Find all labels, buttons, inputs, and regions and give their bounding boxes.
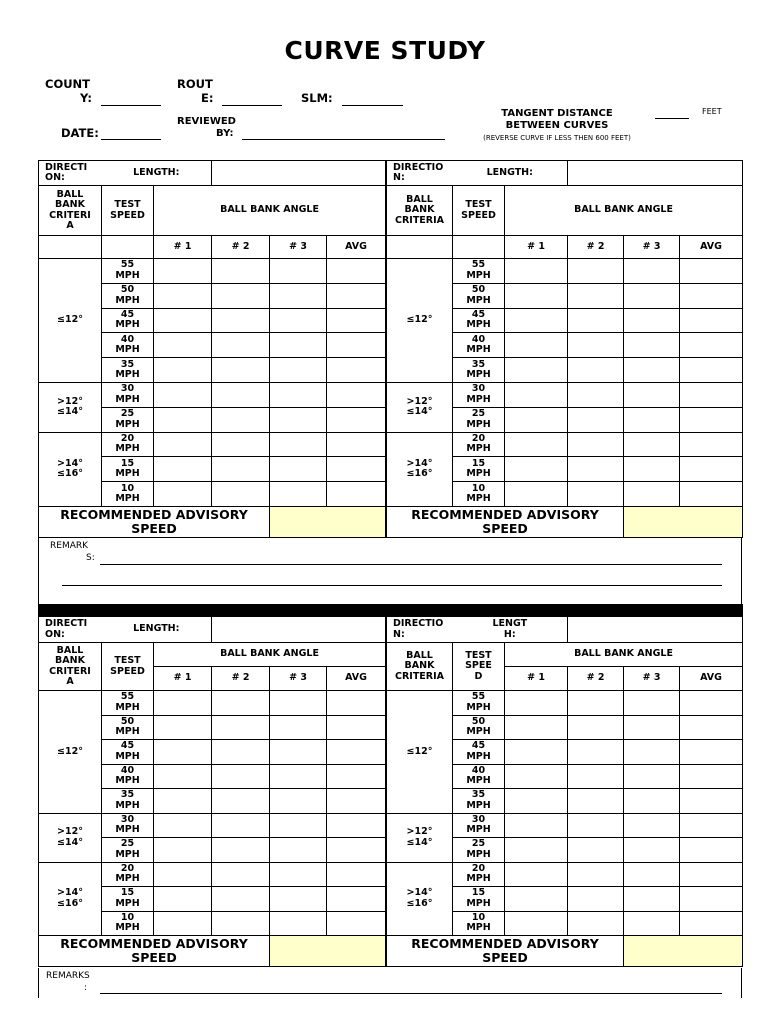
- reading-cell[interactable]: [505, 283, 568, 308]
- reading-cell[interactable]: [505, 691, 568, 716]
- criteria-group-1: ≤12°: [39, 691, 102, 814]
- reading-cell[interactable]: [505, 715, 568, 740]
- reading-cell[interactable]: [154, 862, 212, 887]
- reading-cell[interactable]: [680, 482, 743, 507]
- reading-cell[interactable]: [568, 911, 624, 936]
- reading-cell[interactable]: [680, 358, 743, 383]
- reading-cell[interactable]: [270, 283, 327, 308]
- reading-cell[interactable]: [212, 887, 270, 912]
- remarks-border-left: [38, 537, 39, 605]
- reading-cell[interactable]: [154, 382, 212, 407]
- reading-cell[interactable]: [680, 283, 743, 308]
- blank-cell: [39, 236, 102, 259]
- reading-cell[interactable]: [624, 382, 680, 407]
- reading-cell[interactable]: [327, 862, 386, 887]
- criteria-group-3: >14° ≤16°: [387, 432, 453, 506]
- reading-cell[interactable]: [568, 862, 624, 887]
- reading-cell[interactable]: [505, 482, 568, 507]
- reading-cell[interactable]: [327, 691, 386, 716]
- reading-cell[interactable]: [154, 333, 212, 358]
- reading-cell[interactable]: [212, 911, 270, 936]
- trial-column-header: # 1: [505, 236, 568, 259]
- reading-cell[interactable]: [624, 691, 680, 716]
- reading-cell[interactable]: [154, 259, 212, 284]
- reading-cell[interactable]: [624, 813, 680, 838]
- ball-bank-angle-header: BALL BANK ANGLE: [505, 186, 743, 236]
- trial-column-header: # 3: [270, 236, 327, 259]
- test-speed-cell: 10 MPH: [453, 482, 505, 507]
- trial-column-header: # 3: [624, 667, 680, 691]
- reading-cell[interactable]: [505, 789, 568, 814]
- ball-bank-angle-header: BALL BANK ANGLE: [154, 186, 386, 236]
- reading-cell[interactable]: [624, 482, 680, 507]
- test-speed-cell: 30 MPH: [102, 382, 154, 407]
- test-speed-cell: 10 MPH: [102, 482, 154, 507]
- trial-column-header: # 3: [624, 236, 680, 259]
- reading-cell[interactable]: [624, 283, 680, 308]
- test-speed-cell: 40 MPH: [453, 333, 505, 358]
- reading-cell[interactable]: [270, 862, 327, 887]
- reading-cell[interactable]: [624, 259, 680, 284]
- reading-cell[interactable]: [568, 333, 624, 358]
- test-speed-cell: 55 MPH: [453, 691, 505, 716]
- reading-cell[interactable]: [680, 308, 743, 333]
- reading-cell[interactable]: [212, 813, 270, 838]
- recommended-advisory-speed-field[interactable]: [270, 936, 386, 967]
- ball-bank-criteria-header: BALL BANK CRITERI A: [39, 186, 102, 236]
- reading-cell[interactable]: [154, 358, 212, 383]
- reading-cell[interactable]: [680, 764, 743, 789]
- reading-cell[interactable]: [270, 887, 327, 912]
- reading-cell[interactable]: [568, 407, 624, 432]
- reading-cell[interactable]: [327, 382, 386, 407]
- reading-cell[interactable]: [270, 789, 327, 814]
- reading-cell[interactable]: [680, 407, 743, 432]
- reading-cell[interactable]: [270, 764, 327, 789]
- reading-cell[interactable]: [680, 911, 743, 936]
- reading-cell[interactable]: [624, 333, 680, 358]
- test-speed-cell: 15 MPH: [453, 457, 505, 482]
- reading-cell[interactable]: [212, 862, 270, 887]
- reading-cell[interactable]: [270, 333, 327, 358]
- remarks-label-1: REMARK S:: [50, 541, 95, 563]
- test-speed-header: TEST SPEE D: [453, 643, 505, 691]
- test-speed-cell: 25 MPH: [102, 407, 154, 432]
- test-speed-cell: 35 MPH: [102, 358, 154, 383]
- reading-cell[interactable]: [505, 382, 568, 407]
- tangent-distance-label: TANGENT DISTANCE BETWEEN CURVES (REVERSE CURVE IF LESS THEN 600 FEET): [483, 108, 631, 142]
- blank-cell: [453, 236, 505, 259]
- reading-cell[interactable]: [327, 283, 386, 308]
- reading-cell[interactable]: [270, 457, 327, 482]
- reading-cell[interactable]: [212, 764, 270, 789]
- reading-cell[interactable]: [327, 911, 386, 936]
- reading-cell[interactable]: [680, 432, 743, 457]
- reading-cell[interactable]: [568, 259, 624, 284]
- reading-cell[interactable]: [154, 740, 212, 765]
- reading-cell[interactable]: [568, 715, 624, 740]
- reading-cell[interactable]: [212, 789, 270, 814]
- remarks2-border-right: [741, 968, 742, 998]
- section-divider: [38, 604, 743, 616]
- reading-cell[interactable]: [270, 911, 327, 936]
- reading-cell[interactable]: [270, 715, 327, 740]
- reading-cell[interactable]: [270, 482, 327, 507]
- reading-cell[interactable]: [505, 838, 568, 863]
- reading-cell[interactable]: [680, 715, 743, 740]
- test-speed-cell: 50 MPH: [102, 715, 154, 740]
- test-speed-cell: 55 MPH: [102, 259, 154, 284]
- reading-cell[interactable]: [568, 887, 624, 912]
- test-speed-cell: 10 MPH: [453, 911, 505, 936]
- test-speed-cell: 45 MPH: [453, 308, 505, 333]
- feet-unit: FEET: [702, 107, 722, 116]
- length-field[interactable]: [568, 617, 743, 643]
- length-field[interactable]: [212, 161, 386, 186]
- curve-table-2-left: [38, 616, 386, 967]
- test-speed-cell: 20 MPH: [102, 862, 154, 887]
- reading-cell[interactable]: [568, 764, 624, 789]
- direction-label: DIRECTI ON:: [39, 617, 102, 643]
- reading-cell[interactable]: [624, 764, 680, 789]
- reading-cell[interactable]: [624, 862, 680, 887]
- reading-cell[interactable]: [270, 740, 327, 765]
- reading-cell[interactable]: [680, 887, 743, 912]
- remarks2-border-left: [38, 968, 39, 998]
- reading-cell[interactable]: [327, 333, 386, 358]
- reading-cell[interactable]: [327, 715, 386, 740]
- direction-label: DIRECTIO N:: [387, 161, 453, 186]
- reading-cell[interactable]: [624, 308, 680, 333]
- test-speed-cell: 45 MPH: [102, 308, 154, 333]
- reading-cell[interactable]: [270, 813, 327, 838]
- reading-cell[interactable]: [212, 333, 270, 358]
- date-field[interactable]: [101, 139, 161, 140]
- page-title: CURVE STUDY: [284, 36, 486, 65]
- test-speed-cell: 45 MPH: [102, 740, 154, 765]
- reading-cell[interactable]: [568, 813, 624, 838]
- trial-column-header: # 3: [270, 667, 327, 691]
- test-speed-cell: 55 MPH: [102, 691, 154, 716]
- reading-cell[interactable]: [624, 457, 680, 482]
- trial-column-header: AVG: [680, 667, 743, 691]
- reading-cell[interactable]: [568, 283, 624, 308]
- recommended-advisory-speed-field[interactable]: [624, 936, 743, 967]
- test-speed-cell: 35 MPH: [102, 789, 154, 814]
- reading-cell[interactable]: [568, 308, 624, 333]
- test-speed-cell: 55 MPH: [453, 259, 505, 284]
- remarks-line-1b[interactable]: [62, 585, 722, 586]
- criteria-group-1: ≤12°: [387, 691, 453, 814]
- criteria-group-2: >12° ≤14°: [39, 813, 102, 862]
- reading-cell[interactable]: [680, 382, 743, 407]
- test-speed-cell: 30 MPH: [453, 382, 505, 407]
- reading-cell[interactable]: [327, 887, 386, 912]
- tangent-distance-field[interactable]: [655, 118, 689, 119]
- slm-field[interactable]: [342, 105, 403, 106]
- reading-cell[interactable]: [505, 259, 568, 284]
- reading-cell[interactable]: [624, 715, 680, 740]
- criteria-group-1: ≤12°: [387, 259, 453, 383]
- test-speed-cell: 25 MPH: [453, 838, 505, 863]
- ball-bank-angle-header: BALL BANK ANGLE: [154, 643, 386, 667]
- recommended-advisory-speed-field[interactable]: [624, 506, 743, 537]
- ball-bank-criteria-header: BALL BANK CRITERIA: [387, 186, 453, 236]
- criteria-group-3: >14° ≤16°: [39, 862, 102, 936]
- reading-cell[interactable]: [327, 838, 386, 863]
- criteria-group-3: >14° ≤16°: [387, 862, 453, 936]
- reading-cell[interactable]: [327, 457, 386, 482]
- reading-cell[interactable]: [327, 813, 386, 838]
- reading-cell[interactable]: [212, 382, 270, 407]
- reading-cell[interactable]: [270, 382, 327, 407]
- reading-cell[interactable]: [505, 432, 568, 457]
- length-field[interactable]: [568, 161, 743, 186]
- reading-cell[interactable]: [270, 838, 327, 863]
- test-speed-cell: 15 MPH: [102, 457, 154, 482]
- reading-cell[interactable]: [505, 308, 568, 333]
- remarks-label-2: REMARKS :: [46, 971, 90, 993]
- test-speed-cell: 20 MPH: [453, 862, 505, 887]
- reading-cell[interactable]: [624, 407, 680, 432]
- reading-cell[interactable]: [154, 813, 212, 838]
- reading-cell[interactable]: [270, 691, 327, 716]
- test-speed-header: TEST SPEED: [102, 186, 154, 236]
- reading-cell[interactable]: [154, 715, 212, 740]
- date-label: DATE:: [61, 126, 99, 140]
- direction-label: DIRECTIO N:: [387, 617, 453, 643]
- reading-cell[interactable]: [568, 482, 624, 507]
- reading-cell[interactable]: [154, 457, 212, 482]
- reading-cell[interactable]: [212, 482, 270, 507]
- reading-cell[interactable]: [270, 308, 327, 333]
- reading-cell[interactable]: [154, 482, 212, 507]
- reading-cell[interactable]: [568, 457, 624, 482]
- trial-column-header: AVG: [327, 236, 386, 259]
- reading-cell[interactable]: [680, 740, 743, 765]
- reading-cell[interactable]: [270, 358, 327, 383]
- criteria-group-3: >14° ≤16°: [39, 432, 102, 506]
- length-field[interactable]: [212, 617, 386, 643]
- reading-cell[interactable]: [154, 432, 212, 457]
- reading-cell[interactable]: [505, 813, 568, 838]
- reading-cell[interactable]: [212, 308, 270, 333]
- test-speed-cell: 50 MPH: [453, 283, 505, 308]
- reading-cell[interactable]: [212, 407, 270, 432]
- criteria-group-2: >12° ≤14°: [39, 382, 102, 432]
- blank-cell: [387, 236, 453, 259]
- reading-cell[interactable]: [212, 259, 270, 284]
- reading-cell[interactable]: [327, 789, 386, 814]
- test-speed-cell: 35 MPH: [453, 789, 505, 814]
- reading-cell[interactable]: [624, 838, 680, 863]
- reading-cell[interactable]: [680, 333, 743, 358]
- test-speed-cell: 30 MPH: [453, 813, 505, 838]
- reading-cell[interactable]: [568, 789, 624, 814]
- recommended-advisory-speed-label: RECOMMENDED ADVISORY SPEED: [39, 936, 270, 967]
- test-speed-header: TEST SPEED: [453, 186, 505, 236]
- reading-cell[interactable]: [270, 432, 327, 457]
- direction-label: DIRECTI ON:: [39, 161, 102, 186]
- reading-cell[interactable]: [327, 432, 386, 457]
- route-field[interactable]: [222, 105, 282, 106]
- reading-cell[interactable]: [327, 764, 386, 789]
- criteria-group-2: >12° ≤14°: [387, 813, 453, 862]
- test-speed-cell: 20 MPH: [453, 432, 505, 457]
- reading-cell[interactable]: [212, 457, 270, 482]
- test-speed-cell: 25 MPH: [102, 838, 154, 863]
- reading-cell[interactable]: [624, 789, 680, 814]
- ball-bank-angle-header: BALL BANK ANGLE: [505, 643, 743, 667]
- reading-cell[interactable]: [568, 382, 624, 407]
- reading-cell[interactable]: [505, 764, 568, 789]
- test-speed-cell: 35 MPH: [453, 358, 505, 383]
- reading-cell[interactable]: [270, 407, 327, 432]
- blank-cell: [102, 236, 154, 259]
- recommended-advisory-speed-label: RECOMMENDED ADVISORY SPEED: [39, 506, 270, 537]
- reading-cell[interactable]: [154, 764, 212, 789]
- length-label: LENGTH:: [102, 617, 212, 643]
- test-speed-cell: 25 MPH: [453, 407, 505, 432]
- ball-bank-criteria-header: BALL BANK CRITERIA: [387, 643, 453, 691]
- reading-cell[interactable]: [154, 308, 212, 333]
- curve-table-2-right: [386, 616, 743, 967]
- trial-column-header: # 1: [505, 667, 568, 691]
- recommended-advisory-speed-field[interactable]: [270, 506, 386, 537]
- reading-cell[interactable]: [624, 432, 680, 457]
- criteria-group-2: >12° ≤14°: [387, 382, 453, 432]
- reading-cell[interactable]: [212, 715, 270, 740]
- remarks-line-2a[interactable]: [100, 993, 722, 994]
- reading-cell[interactable]: [680, 691, 743, 716]
- reading-cell[interactable]: [624, 740, 680, 765]
- trial-column-header: # 2: [568, 236, 624, 259]
- reading-cell[interactable]: [154, 283, 212, 308]
- reading-cell[interactable]: [327, 482, 386, 507]
- test-speed-cell: 15 MPH: [102, 887, 154, 912]
- reading-cell[interactable]: [624, 911, 680, 936]
- trial-column-header: # 1: [154, 667, 212, 691]
- test-speed-cell: 40 MPH: [453, 764, 505, 789]
- reading-cell[interactable]: [505, 740, 568, 765]
- county-field[interactable]: [101, 105, 161, 106]
- reading-cell[interactable]: [568, 740, 624, 765]
- reading-cell[interactable]: [212, 432, 270, 457]
- reading-cell[interactable]: [212, 838, 270, 863]
- length-label: LENGTH:: [453, 161, 568, 186]
- trial-column-header: # 1: [154, 236, 212, 259]
- recommended-advisory-speed-label: RECOMMENDED ADVISORY SPEED: [387, 936, 624, 967]
- test-speed-cell: 40 MPH: [102, 333, 154, 358]
- reading-cell[interactable]: [568, 838, 624, 863]
- reading-cell[interactable]: [154, 691, 212, 716]
- reading-cell[interactable]: [154, 838, 212, 863]
- reading-cell[interactable]: [680, 789, 743, 814]
- reviewed-by-field[interactable]: [242, 139, 445, 140]
- test-speed-cell: 45 MPH: [453, 740, 505, 765]
- reading-cell[interactable]: [680, 457, 743, 482]
- reviewed-by-label: REVIEWED BY:: [177, 116, 236, 139]
- reading-cell[interactable]: [505, 457, 568, 482]
- reading-cell[interactable]: [212, 691, 270, 716]
- test-speed-cell: 15 MPH: [453, 887, 505, 912]
- reading-cell[interactable]: [505, 407, 568, 432]
- route-label: ROUT E:: [177, 77, 214, 105]
- reading-cell[interactable]: [568, 691, 624, 716]
- test-speed-cell: 10 MPH: [102, 911, 154, 936]
- reading-cell[interactable]: [624, 358, 680, 383]
- reading-cell[interactable]: [154, 789, 212, 814]
- reading-cell[interactable]: [680, 259, 743, 284]
- test-speed-cell: 30 MPH: [102, 813, 154, 838]
- reading-cell[interactable]: [505, 358, 568, 383]
- reading-cell[interactable]: [327, 358, 386, 383]
- trial-column-header: # 2: [568, 667, 624, 691]
- reading-cell[interactable]: [568, 432, 624, 457]
- reading-cell[interactable]: [327, 740, 386, 765]
- reading-cell[interactable]: [568, 358, 624, 383]
- slm-label: SLM:: [301, 91, 333, 105]
- reading-cell[interactable]: [270, 259, 327, 284]
- remarks-border-right: [741, 537, 742, 605]
- reading-cell[interactable]: [505, 887, 568, 912]
- trial-column-header: # 2: [212, 667, 270, 691]
- reading-cell[interactable]: [505, 911, 568, 936]
- reading-cell[interactable]: [154, 911, 212, 936]
- test-speed-cell: 40 MPH: [102, 764, 154, 789]
- length-label: LENGTH:: [102, 161, 212, 186]
- curve-table-1-right: [386, 160, 743, 538]
- reading-cell[interactable]: [212, 740, 270, 765]
- reading-cell[interactable]: [212, 358, 270, 383]
- test-speed-header: TEST SPEED: [102, 643, 154, 691]
- trial-column-header: # 2: [212, 236, 270, 259]
- criteria-group-1: ≤12°: [39, 259, 102, 383]
- recommended-advisory-speed-label: RECOMMENDED ADVISORY SPEED: [387, 506, 624, 537]
- test-speed-cell: 20 MPH: [102, 432, 154, 457]
- ball-bank-criteria-header: BALL BANK CRITERI A: [39, 643, 102, 691]
- remarks-line-1a[interactable]: [100, 564, 722, 565]
- reading-cell[interactable]: [327, 308, 386, 333]
- curve-table-1-left: [38, 160, 386, 538]
- reading-cell[interactable]: [327, 259, 386, 284]
- length-label: LENGT H:: [453, 617, 568, 643]
- trial-column-header: AVG: [680, 236, 743, 259]
- test-speed-cell: 50 MPH: [453, 715, 505, 740]
- reading-cell[interactable]: [624, 887, 680, 912]
- test-speed-cell: 50 MPH: [102, 283, 154, 308]
- reading-cell[interactable]: [505, 333, 568, 358]
- reading-cell[interactable]: [505, 862, 568, 887]
- reading-cell[interactable]: [154, 887, 212, 912]
- reading-cell[interactable]: [327, 407, 386, 432]
- trial-column-header: AVG: [327, 667, 386, 691]
- reading-cell[interactable]: [154, 407, 212, 432]
- reading-cell[interactable]: [212, 283, 270, 308]
- reading-cell[interactable]: [680, 838, 743, 863]
- reading-cell[interactable]: [680, 813, 743, 838]
- county-label: COUNT Y:: [45, 77, 92, 105]
- reading-cell[interactable]: [680, 862, 743, 887]
